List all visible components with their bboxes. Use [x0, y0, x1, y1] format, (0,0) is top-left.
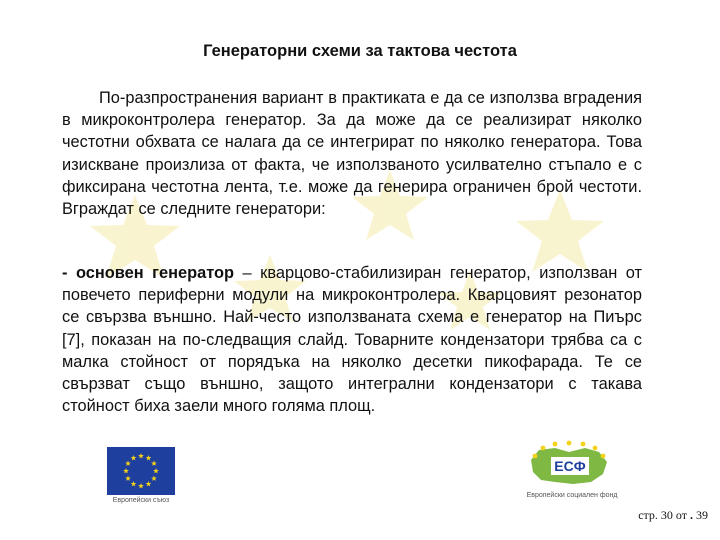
esf-star-dot — [581, 442, 586, 447]
esf-star-dot — [533, 454, 538, 459]
esf-star-dot — [593, 446, 598, 451]
main-generator-term: - основен генератор — [62, 264, 235, 282]
esf-star-dot — [553, 442, 558, 447]
esf-star-dot — [601, 454, 606, 459]
page-number-separator: . — [687, 508, 696, 522]
esf-star-dot — [541, 446, 546, 451]
oscillator-paragraph — [62, 262, 642, 417]
esf-logo-text: ЕСФ — [554, 458, 586, 474]
esf-logo — [525, 440, 613, 490]
page-number-total: 39 — [696, 508, 708, 522]
page-title: Генераторни схеми за тактова честота — [203, 42, 517, 60]
esf-star-dot — [567, 441, 572, 446]
main-generator-description: – кварцово-стабилизиран генератор, използван от повечето периферни модули на микроконтролера. Кварцовият резонатор се свързва външно. Най-често използваната схема е генератор на Пиърс [7], показан на по-следващия слайд. Товарните кондензатори трябва са с малка стойност от порядъка на няколко десетки пикофарада. Те се свързват също външно, защото интегрални кондензатори с такава стойност биха заели много голяма площ. — [62, 264, 643, 416]
esf-logo-caption: Европейски социален фонд — [526, 492, 618, 499]
intro-paragraph: По-разпространения вариант в практиката е да се използва вградения в микроконтролера генератор. За да може да се реализират няколко честотни обхвата се налага да се интегрират по няколко генератора. Това изискване произлиза от факта, че използваното усилвателно стъпало е с фиксирана честотна лента, т.е. може да генерира ограничен брой честоти. Вграждат се следните генератори: — [62, 89, 642, 219]
eu-flag-logo — [107, 447, 175, 495]
eu-logo-caption: Европейски съюз — [112, 497, 170, 504]
page-number — [638, 508, 708, 523]
page-number-prefix: стр. 30 от — [638, 508, 687, 522]
